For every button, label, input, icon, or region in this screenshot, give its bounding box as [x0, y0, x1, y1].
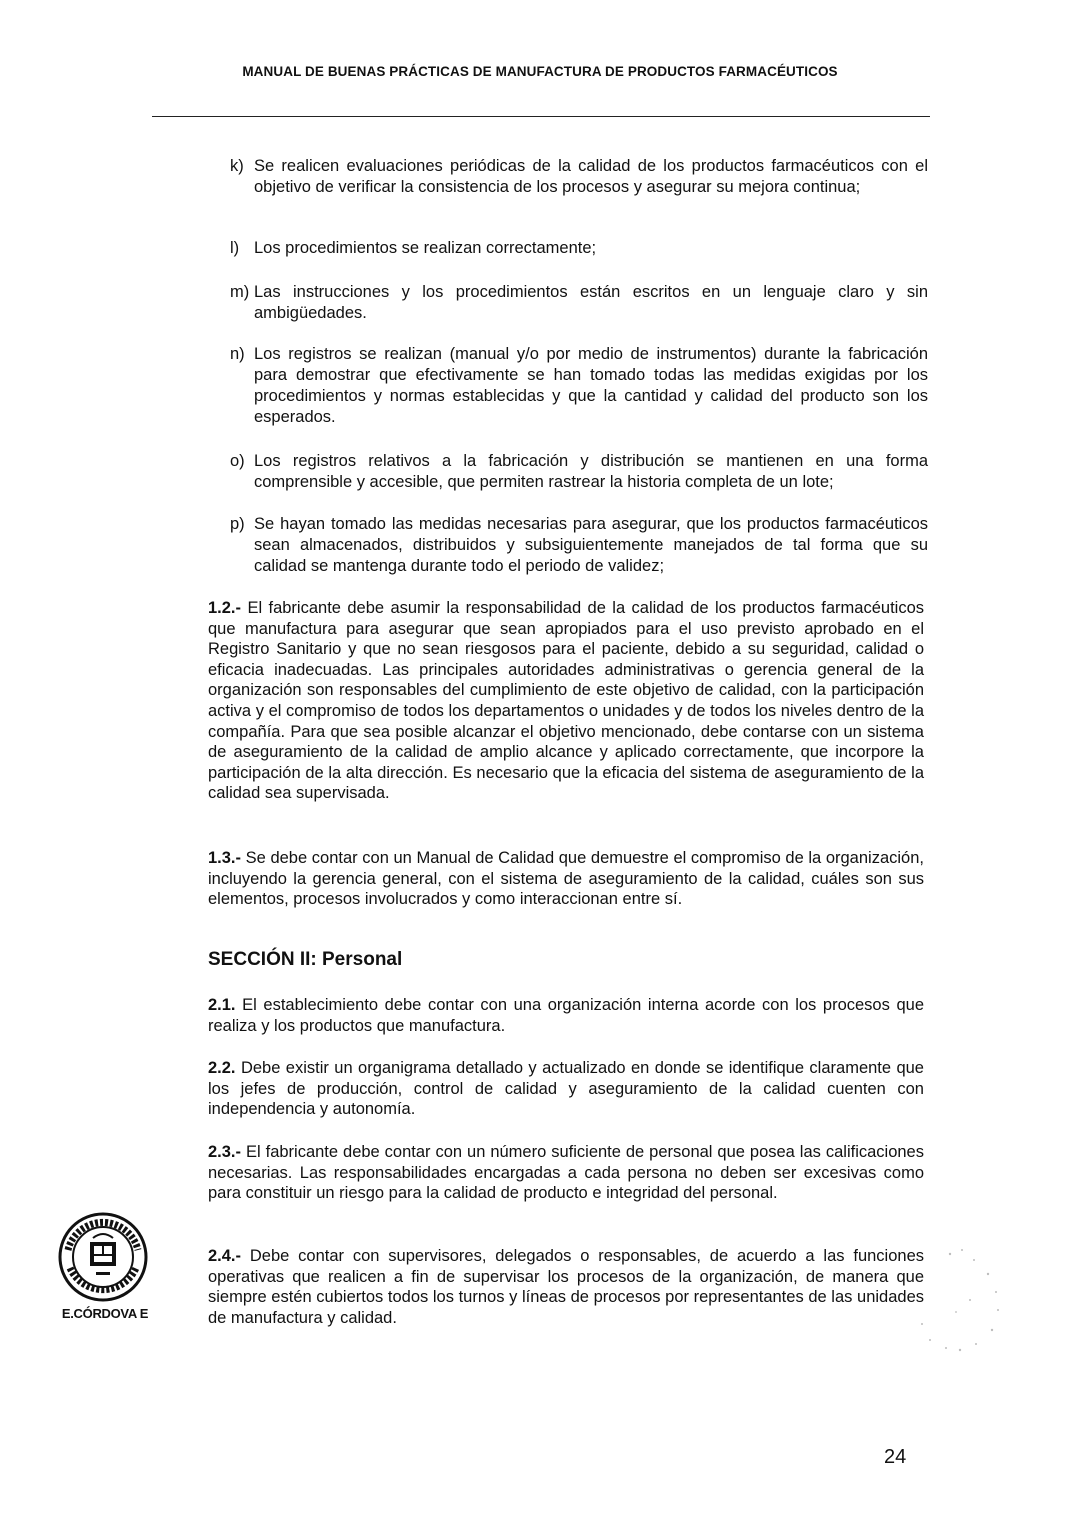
stamp-name: E.CÓRDOVA E — [61, 1306, 149, 1321]
paragraph-text: El establecimiento debe contar con una organización interna acorde con los procesos que realiza y los productos que manufactura. — [208, 996, 924, 1035]
list-item-text: Los registros se realizan (manual y/o por medio de instrumentos) durante la fabricación para demostrar que efectivamente se han tomado todas las medidas exigidas por los procedimientos y normas establecidas y que la cantidad y calidad del producto son los esperados. — [254, 345, 928, 426]
paragraph-number: 2.2. — [208, 1059, 236, 1077]
paragraph-text: El fabricante debe asumir la responsabilidad de la calidad de los productos farmacéuticos que manufactura para asegurar que sean apropiados para el uso previsto aprobado en el Registro Sanitario y que no sean riesgosos para el paciente, debido a su seguridad, calidad o eficacia inadecuadas. Las principales autoridades administrativas o gerencia general de la organización son responsables del cumplimiento de este objetivo de calidad, con la participación activa y el compromiso de todos los departamentos o unidades y de todos los niveles dentro de la compañía. Para que sea posible alcanzar el objetivo mencionado, debe contarse con un sistema de aseguramiento de la calidad de amplio alcance y aplicado correctamente, que incorpore la participación de la alta dirección. Es necesario que la eficacia del sistema de aseguramiento de la calidad sea supervisada. — [208, 599, 924, 803]
paragraph-number: 2.3.- — [208, 1143, 242, 1161]
list-item-o — [230, 451, 928, 493]
header-divider — [152, 116, 930, 117]
list-marker: n) — [230, 345, 245, 363]
list-item-l — [230, 238, 928, 259]
paragraph-number: 2.4.- — [208, 1247, 242, 1265]
list-marker: p) — [230, 515, 245, 533]
paragraph-text: Se debe contar con un Manual de Calidad que demuestre el compromiso de la organización, incluyendo la gerencia general, con el sistema de aseguramiento de la calidad, cuáles son sus elementos, procesos involucrados y como interaccionan entre sí. — [208, 849, 924, 909]
paragraph-1-2 — [208, 598, 924, 804]
paragraph-text: Debe existir un organigrama detallado y actualizado en donde se identifique claramente que los jefes de producción, control de calidad y aseguramiento de la calidad cuenten con independencia y autonomía. — [208, 1059, 924, 1119]
list-marker: k) — [230, 157, 244, 175]
page-number: 24 — [884, 1446, 907, 1468]
paragraph-number: 1.2.- — [208, 599, 242, 617]
paragraph-text: El fabricante debe contar con un número suficiente de personal que posea las calificaciones necesarias. Las responsabilidades encargadas a cada persona no deben ser excesivas como para constituir un riesgo para la calidad de producto e integridad del personal. — [208, 1143, 924, 1203]
list-item-text: Se hayan tomado las medidas necesarias para asegurar, que los productos farmacéuticos sean almacenados, distribuidos y subsiguientemente manejados de tal forma que su calidad se mantenga durante todo el periodo de validez; — [254, 515, 928, 575]
section-heading: SECCIÓN II: Personal — [208, 949, 403, 970]
paragraph-number: 1.3.- — [208, 849, 242, 867]
list-item-m — [230, 282, 928, 324]
paragraph-number: 2.1. — [208, 996, 236, 1014]
paragraph-2-4 — [208, 1246, 924, 1328]
official-seal-icon — [58, 1212, 148, 1302]
list-item-text: Se realicen evaluaciones periódicas de la calidad de los productos farmacéuticos con el objetivo de verificar la consistencia de los procesos y asegurar su mejora continua; — [254, 157, 928, 196]
list-item-text: Los procedimientos se realizan correctamente; — [254, 239, 597, 257]
paragraph-2-1 — [208, 995, 924, 1036]
list-marker: m) — [230, 283, 250, 301]
paragraph-1-3 — [208, 848, 924, 910]
list-item-text: Los registros relativos a la fabricación y distribución se mantienen en una forma comprensible y accesible, que permiten rastrear la historia completa de un lote; — [254, 452, 928, 491]
list-marker: o) — [230, 452, 245, 470]
list-item-k — [230, 156, 928, 198]
paragraph-2-3 — [208, 1142, 924, 1204]
paragraph-text: Debe contar con supervisores, delegados o responsables, de acuerdo a las funciones operativas que realicen a fin de supervisar los procesos de la organización, de manera que siempre estén cubiertos todos los turnos y líneas de procesos por representantes de las unidades de manufactura y calidad. — [208, 1247, 924, 1327]
document-header-title: MANUAL DE BUENAS PRÁCTICAS DE MANUFACTURA DE PRODUCTOS FARMACÉUTICOS — [242, 64, 838, 79]
list-item-text: Las instrucciones y los procedimientos están escritos en un lenguaje claro y sin ambigüedades. — [254, 283, 928, 322]
list-item-n — [230, 344, 928, 428]
faint-stamp-mark — [910, 1240, 1010, 1360]
paragraph-2-2 — [208, 1058, 924, 1120]
list-item-p — [230, 514, 928, 577]
list-marker: l) — [230, 239, 240, 257]
